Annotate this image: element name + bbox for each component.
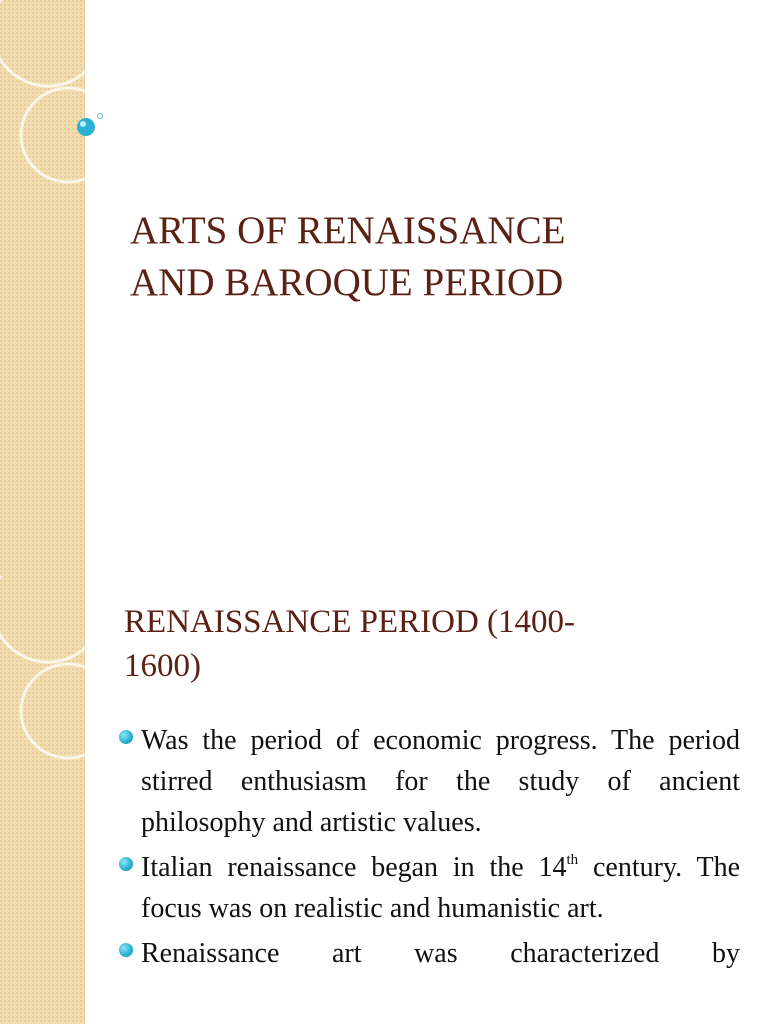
slide-title — [130, 205, 730, 309]
decorative-circles-icon — [0, 576, 110, 776]
heading-line-1: RENAISSANCE PERIOD (1400- — [124, 604, 576, 640]
title-line-1: ARTS OF RENAISSANCE — [130, 209, 566, 252]
list-item — [118, 847, 740, 929]
list-item — [118, 933, 740, 974]
bullet-text: Was the period of economic progress. The period stirred enthusiasm for the study of ancient philosophy and artistic values. — [141, 725, 740, 838]
bullet-icon — [119, 730, 133, 744]
heading-line-2: 1600) — [124, 648, 201, 684]
decorative-circles-icon — [0, 0, 110, 200]
bullet-icon — [119, 943, 133, 957]
list-item — [118, 720, 740, 843]
bullet-list — [118, 720, 740, 978]
title-line-2: AND BAROQUE PERIOD — [130, 261, 564, 304]
bullet-icon — [119, 857, 133, 871]
section-heading — [124, 600, 704, 688]
bullet-text: Renaissance art was characterized by — [141, 938, 740, 969]
superscript: th — [566, 852, 579, 868]
bullet-text: Italian renaissance began in the 14 — [141, 852, 567, 883]
bullet-text-cont: century. The focus was on realistic and humanistic art. — [141, 852, 740, 924]
